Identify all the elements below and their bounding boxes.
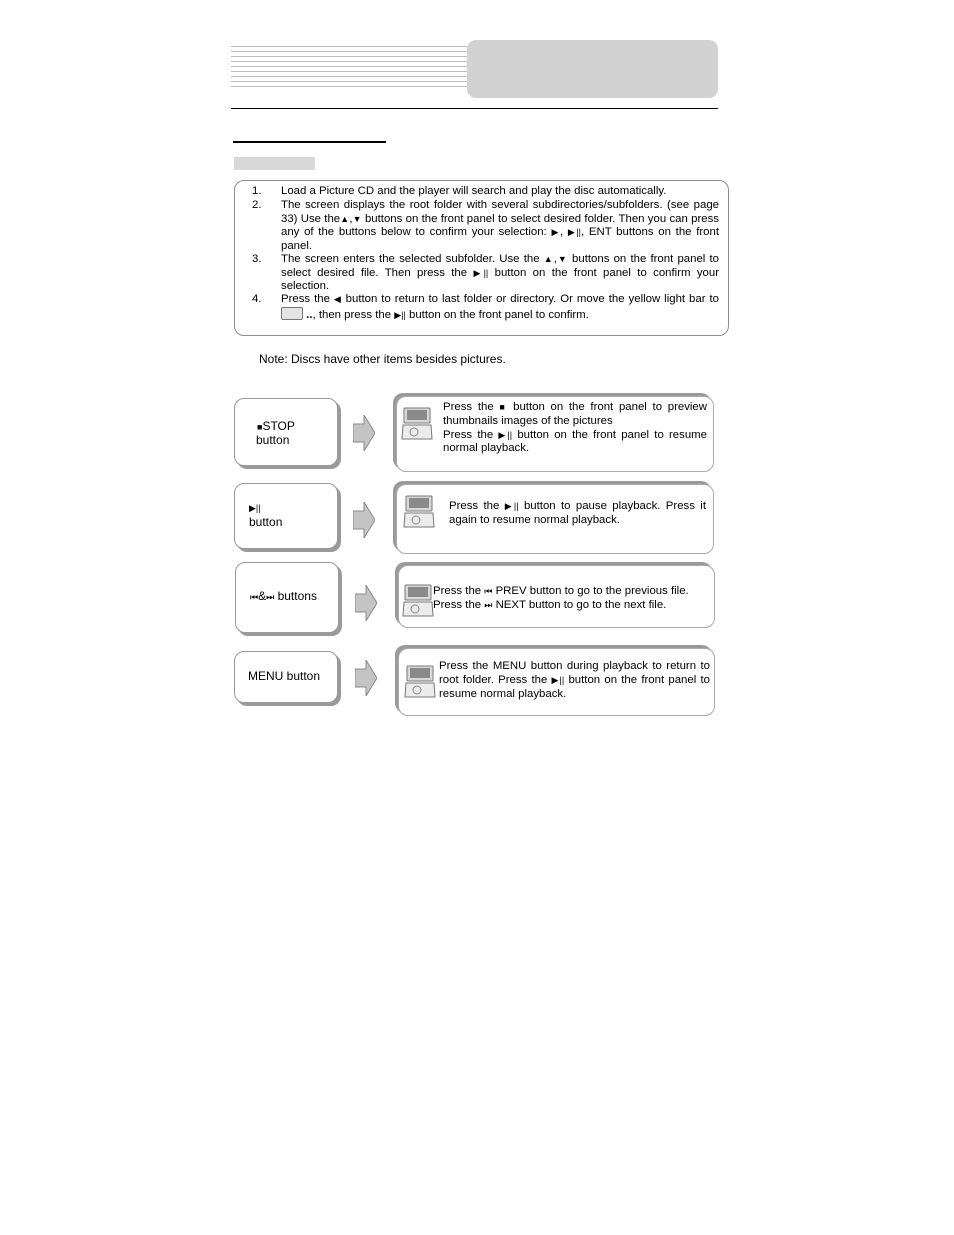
button-suffix: buttons <box>277 589 317 603</box>
play-pause-icon: ▶|| <box>498 429 513 440</box>
dvd-player-icon <box>402 584 434 618</box>
step-text: The screen displays the root folder with several subdirectories/subfolders. (see page 33) Use the▲,▼ buttons on the front panel to select desired folder. Then you can press any of the buttons below to confirm your selection: ▶, ▶||, ENT buttons on the front panel. <box>281 199 720 252</box>
prev-next-description-box: Press the ⏮ PREV button to go to the previous file. Press the ⏭ NEXT button to go to the next file. <box>398 565 715 628</box>
menu-description-box: Press the MENU button during playback to return to root folder. Press the ▶|| button on the front panel to resume normal playback. <box>398 648 715 716</box>
left-arrow-icon: ◀ <box>333 294 342 304</box>
play-pause-description-box: Press the ▶|| button to pause playback. Press it again to resume normal playback. <box>396 484 714 554</box>
down-arrow-icon: ▼ <box>556 254 568 264</box>
stop-icon: ■ <box>499 402 508 412</box>
parent-folder-dots: .. <box>306 308 313 321</box>
stop-description-box: Press the ■ button on the front panel to preview thumbnails images of the pictures Press the ▶|| button on the front panel to resume normal playback. <box>396 396 714 472</box>
play-pause-icon: ▶|| <box>504 501 519 511</box>
right-arrow-icon <box>355 585 377 621</box>
step-text: Press the ◀ button to return to last folder or directory. Or move the yellow light bar to .., then press the ▶|| button on the front panel to confirm. <box>281 293 719 321</box>
down-arrow-icon: ▼ <box>352 213 362 224</box>
step-text: Load a Picture CD and the player will search and play the disc automatically. <box>281 185 667 197</box>
play-pause-icon: ▶|| <box>551 674 565 685</box>
step-number: 2. <box>252 199 262 211</box>
header-title-tab <box>467 40 718 98</box>
folder-icon <box>281 307 303 320</box>
up-arrow-icon: ▲ <box>543 254 554 264</box>
steps-box <box>234 180 729 336</box>
up-arrow-icon: ▲ <box>340 213 350 224</box>
stop-icon: ■ <box>257 422 263 432</box>
header-decorative-lines <box>231 46 471 92</box>
step-text: The screen enters the selected subfolder. Use the ▲,▼ buttons on the front panel to select desired file. Then press the ▶|| button on the front panel to confirm your selection. <box>281 253 720 292</box>
button-suffix: button <box>256 433 290 447</box>
play-pause-icon: ▶|| <box>567 227 581 237</box>
menu-button-box <box>234 651 338 703</box>
step-number: 4. <box>252 293 262 305</box>
header-rule <box>231 108 718 109</box>
play-pause-button-box <box>234 483 338 549</box>
button-label: MENU button <box>248 669 321 683</box>
dvd-player-icon <box>401 407 433 441</box>
right-arrow-icon <box>355 660 377 696</box>
dvd-player-icon <box>403 495 435 529</box>
step-number: 1. <box>252 185 262 197</box>
stop-button-box <box>234 398 338 466</box>
play-pause-icon: ▶|| <box>473 267 489 278</box>
play-pause-icon: ▶|| <box>394 309 406 320</box>
section-title-underline <box>233 141 386 143</box>
prev-icon: ⏮ <box>250 592 259 602</box>
note-text: Note: Discs have other items besides pictures. <box>259 352 506 366</box>
subsection-label-bar <box>234 157 315 170</box>
play-pause-icon: ▶|| <box>249 503 261 513</box>
next-icon: ⏭ <box>266 592 275 602</box>
next-icon: ⏭ <box>484 599 493 610</box>
right-arrow-icon <box>353 415 375 451</box>
right-arrow-icon <box>353 502 375 538</box>
step-number: 3. <box>252 253 262 265</box>
button-suffix: button <box>249 515 283 529</box>
dvd-player-icon <box>404 665 436 699</box>
prev-next-buttons-box: ⏮&⏭ buttons <box>235 562 339 633</box>
prev-icon: ⏮ <box>484 586 493 596</box>
right-arrow-icon: ▶ <box>551 227 560 237</box>
button-label: STOP <box>262 419 295 433</box>
